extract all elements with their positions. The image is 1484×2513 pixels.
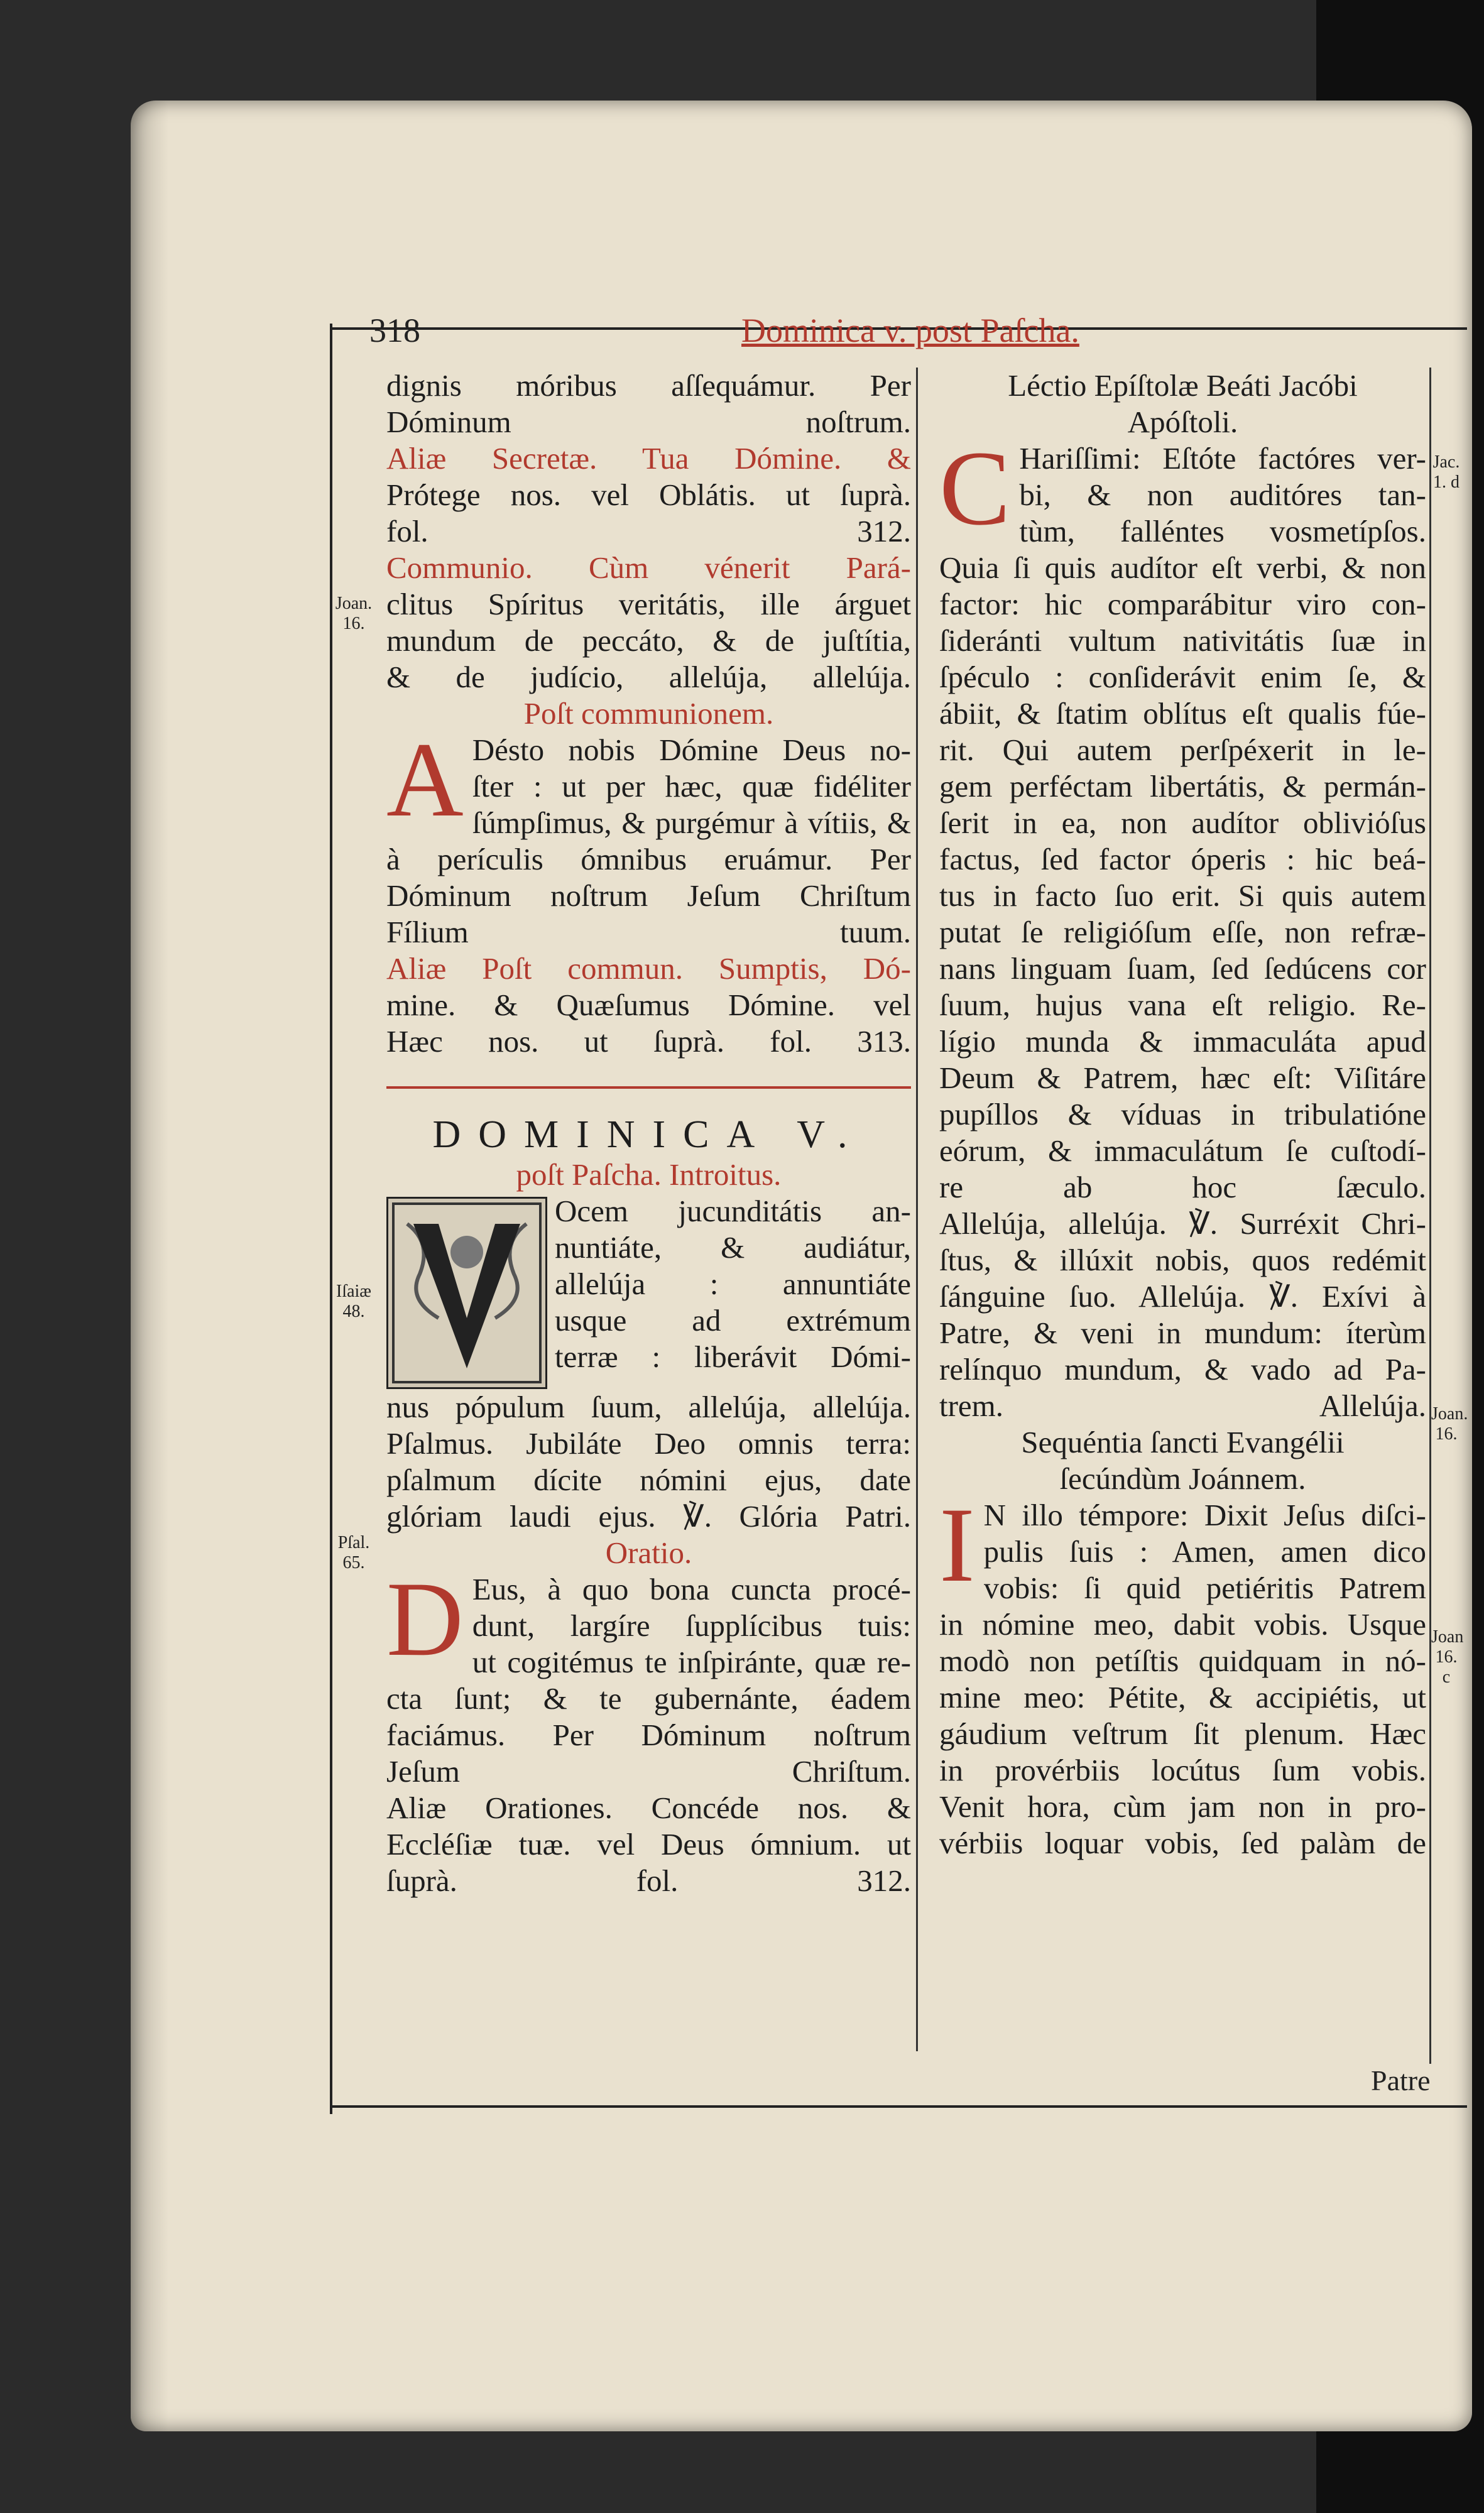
column-divider [916,368,918,2051]
right-text-line: ſtus, & illúxit nobis, quos redémit [939,1243,1426,1277]
right-text-line: ſideránti vultum nativitátis ſuæ in [939,623,1426,658]
right-text-line: tùm, falléntes vosmetípſos. [1019,514,1426,548]
right-text-line: ſecúndùm Joánnem. [1059,1461,1306,1496]
section-divider [386,1086,911,1089]
oratio-block [386,1571,911,1899]
oratio-line: dunt, largíre ſupplícibus tuis: [472,1608,911,1643]
drop-cap-a: A [386,732,464,839]
oratio-line: ut cogitémus te inſpiránte, quæ re- [472,1645,911,1679]
right-text-line: tus in facto ſuo erit. Si quis autem [939,878,1426,913]
right-text-drop-paragraph [939,1497,1426,1606]
right-text-line: Quia ſi quis audítor eſt verbi, & non [939,550,1426,585]
right-text-drop-paragraph [939,440,1426,550]
left-text-line: Aliæ Secretæ. Tua Dómine. & [386,441,911,476]
right-text-line: Sequéntia ſancti Evangélii [1021,1425,1345,1459]
introit-psalm [386,1389,911,1535]
left-text-line: mine. & Quæſumus Dómine. vel [386,988,911,1022]
page-gutter-shadow [131,101,168,2431]
right-text-line: factus, ſed factor óperis : hic beá- [939,842,1426,876]
right-text-line: ábiit, & ſtatim oblítus eſt qualis fúe- [939,696,1426,731]
right-text-line: pupíllos & víduas in tribulatióne [939,1097,1426,1131]
margin-note-joan-16-c: Joan 16. c [1431,1627,1464,1687]
left-column [386,368,911,1899]
right-margin-rule [1429,368,1431,2064]
drop-cap-d: D [386,1571,464,1678]
right-text-line: modò non petíſtis quidquam in nó- [939,1644,1426,1678]
bottom-rule [330,2105,1467,2108]
right-text-line: rit. Qui autem perſpéxerit in le- [939,733,1426,767]
left-text-line: mundum de peccáto, & de juſtítia, [386,623,911,658]
margin-note-jac-1: Jac. 1. d [1432,452,1460,492]
right-text-line: lígio munda & immaculáta apud [939,1024,1426,1059]
right-text-line: gáudium veſtrum ſit plenum. Hæc [939,1716,1426,1751]
right-text-line: relínquo mundum, & vado ad Pa- [939,1352,1426,1387]
right-text-line: Venit hora, cùm jam non in pro- [939,1789,1426,1824]
right-text-line: mine meo: Pétite, & accipiétis, ut [939,1680,1426,1714]
right-text-line: gem perféctam libertátis, & permán- [939,769,1426,804]
drop-cap-i: I [939,1497,975,1604]
right-text-line: eórum, & immaculátum ſe cuſtodí- [939,1133,1426,1168]
introit-psalm-line: glóriam laudi ejus. ℣. Glória Patri. [386,1499,911,1534]
oratio-line: cta ſunt; & te gubernánte, éadem [386,1681,911,1716]
left-text-line: ſter : ut per hæc, quæ fidéliter [472,769,911,804]
left-text-drop-paragraph [386,732,911,841]
introit-psalm-line: pſalmum dícite nómini ejus, date [386,1463,911,1497]
introit-psalm-line: nus pópulum ſuum, allelúja, allelúja. [386,1390,911,1424]
introit-line: terræ : liberávit Dómi- [555,1339,911,1374]
right-text-line: ſánguine ſuo. Allelúja. ℣. Exívi à [939,1279,1426,1314]
introit-line: usque ad extrémum [555,1303,911,1338]
oratio-lines [386,1571,911,1899]
left-text-line: Hæc nos. ut ſuprà. fol. 313. [386,1024,911,1059]
right-text-line: re ab hoc ſæculo. [939,1170,1426,1204]
page-number: 318 [369,312,420,349]
right-text-block [939,368,1426,1862]
right-text-line: trem. Allelúja. [939,1388,1426,1423]
left-text-line: Dóminum noſtrum Jeſum Chriſtum [386,878,911,913]
right-text-line: vérbiis loquar vobis, ſed palàm de [939,1826,1426,1860]
left-text-line: Prótege nos. vel Oblátis. ut ſuprà. [386,477,911,512]
left-text-line: Fílium tuum. [386,915,911,949]
running-head: Dominica v. post Paſcha. [741,312,1079,349]
introit-line: nuntiáte, & audiátur, [555,1230,911,1265]
right-text-line: Hariſſimi: Eſtóte factóres ver- [1019,441,1426,476]
left-text-line: Communio. Cùm vénerit Pará- [386,550,911,585]
introit-psalm-line: Pſalmus. Jubiláte Deo omnis terra: [386,1426,911,1461]
right-column [939,368,1426,1862]
right-text-line: in provérbiis locútus ſum vobis. [939,1753,1426,1787]
dominica-title: DOMINICA V. [432,1113,865,1156]
margin-note-joan-16-right: Joan. 16. [1431,1404,1468,1444]
left-text-line: clitus Spíritus veritátis, ille árguet [386,587,911,621]
right-text-line: Léctio Epíſtolæ Beáti Jacóbi [1008,368,1358,403]
right-text-line: vobis: ſi quid petiéritis Patrem [983,1571,1426,1605]
oratio-line: Eus, à quo bona cuncta procé- [472,1572,911,1606]
drop-cap-c: C [939,440,1011,547]
margin-note-psal-65: Pſal. 65. [337,1533,370,1573]
right-text-line: N illo témpore: Dixit Jeſus diſci- [983,1498,1426,1532]
oratio-line: Jeſum Chriſtum. [386,1754,911,1789]
oratio-heading: Oratio. [605,1535,692,1570]
margin-note-joan-16: Joan. 16. [335,594,373,633]
right-text-line: Deum & Patrem, hæc eſt: Viſitáre [939,1060,1426,1095]
left-text-line: dignis móribus aſſequámur. Per [386,368,911,403]
right-text-line: ſerit in ea, non audítor obliviόſus [939,805,1426,840]
ornate-initial-v-icon [388,1199,545,1387]
right-text-line: nans linguam ſuam, ſed ſedúcens cor [939,951,1426,986]
right-text-line: ſpéculo : conſiderávit enim ſe, & [939,660,1426,694]
oratio-line: Eccléſiæ tuæ. vel Deus ómnium. ut [386,1827,911,1862]
oratio-line: Aliæ Orationes. Concéde nos. & [386,1791,911,1825]
introit-line: Ocem jucunditátis an- [555,1194,911,1228]
right-text-line: factor: hic comparábitur viro con- [939,587,1426,621]
right-text-line: Allelúja, allelúja. ℣. Surréxit Chri- [939,1206,1426,1241]
catchword: Patre [1371,2064,1431,2096]
ornate-initial-v [386,1197,547,1389]
left-text-line: ſúmpſimus, & purgémur à vítiis, & [472,805,911,840]
right-text-line: putat ſe religióſum eſſe, non refræ- [939,915,1426,949]
left-text-line: fol. 312. [386,514,911,548]
left-text-line: Désto nobis Dómine Deus no- [472,733,911,767]
left-text-block [386,368,911,1060]
right-text-line: ſuum, hujus vana eſt religio. Re- [939,988,1426,1022]
introit-line: allelúja : annuntiáte [555,1267,911,1301]
left-text-line: & de judício, allelúja, allelúja. [386,660,911,694]
introit-block [386,1193,911,1389]
right-text-line: pulis ſuis : Amen, amen dico [983,1534,1426,1569]
left-text-line: Poſt communionem. [523,696,774,731]
right-text-line: bi, & non auditóres tan- [1019,477,1426,512]
introit-heading: poſt Paſcha. Introitus. [516,1157,782,1192]
right-text-line: in nómine meo, dabit vobis. Usque [939,1607,1426,1642]
margin-note-isaiae-48: Iſaiæ 48. [336,1282,371,1321]
oratio-line: faciámus. Per Dóminum noſtrum [386,1718,911,1752]
left-text-line: Aliæ Poſt commun. Sumptis, Dó- [386,951,911,986]
left-text-line: Dóminum noſtrum. [386,405,911,439]
left-text-line: à perículis ómnibus eruámur. Per [386,842,911,876]
right-text-line: Patre, & veni in mundum: íterùm [939,1316,1426,1350]
right-text-line: Apóſtoli. [1127,405,1238,439]
oratio-line: ſuprà. fol. 312. [386,1863,911,1898]
